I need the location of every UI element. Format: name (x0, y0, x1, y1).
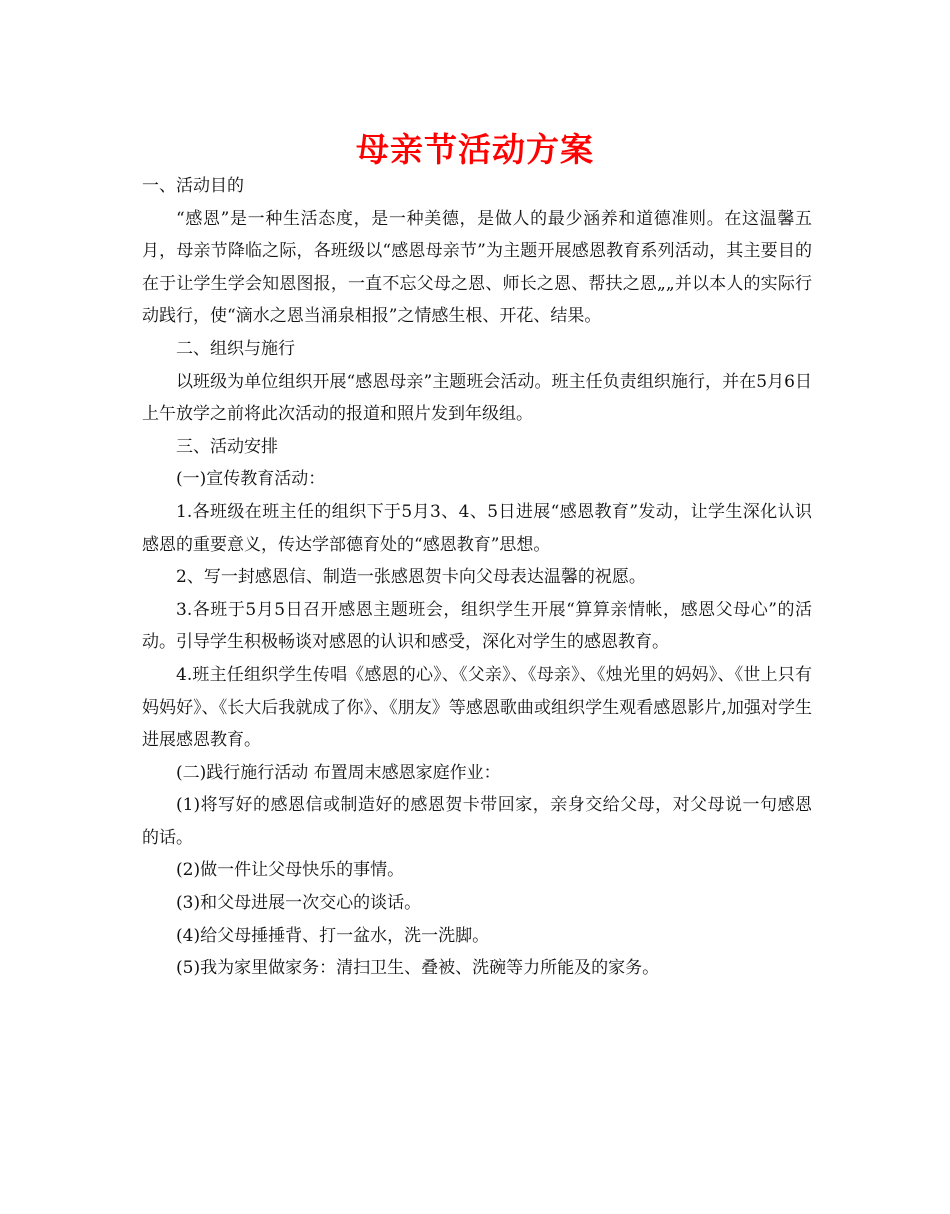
subheading-practice: (二)践行施行活动 布置周末感恩家庭作业： (176, 762, 501, 783)
document-title: 母亲节活动方案 (356, 130, 594, 169)
heading-activity-purpose: 一、活动目的 (142, 176, 244, 196)
list-item: (1)将写好的感恩信或制造好的感恩贺卡带回家，亲身交给父母，对父母说一句感恩的话。 (142, 795, 812, 848)
heading-arrangement: 三、活动安排 (176, 436, 278, 457)
document-body (142, 170, 812, 985)
list-item: 2、写一封感恩信、制造一张感恩贺卡向父母表达温馨的祝愿。 (176, 567, 646, 588)
heading-organization: 二、组织与施行 (176, 338, 295, 359)
list-item: (4)给父母捶捶背、打一盆水，洗一洗脚。 (176, 925, 490, 946)
paragraph-purpose: “感恩”是一种生活态度，是一种美德，是做人的最少涵养和道德准则。在这温馨五月，母亲节降临之际，各班级以“感恩母亲节”为主题开展感恩教育系列活动，其主要目的在于让学生学会知恩图报，一直不忘父母之恩、师长之恩、帮扶之恩„„并以本人的实际行动践行，使“滴水之恩当涌泉相报”之情感生根、开花、结果。 (142, 208, 812, 327)
list-item: (3)和父母进展一次交心的谈话。 (176, 893, 422, 914)
list-item: 1.各班级在班主任的组织下于5月3、4、5日进展“感恩教育”发动，让学生深化认识感恩的重要意义，传达学部德育处的“感恩教育”思想。 (142, 501, 812, 555)
list-item: (2)做一件让父母快乐的事情。 (176, 860, 405, 881)
subheading-publicity: (一)宣传教育活动： (176, 469, 326, 490)
list-item: 4.班主任组织学生传唱《感恩的心》、《父亲》、《母亲》、《烛光里的妈妈》、《世上只有妈妈好》、《长大后我就成了你》、《朋友》等感恩歌曲或组织学生观看感恩影片,加强对学生进展感恩教育。 (142, 664, 812, 751)
list-item: (5)我为家里做家务：清扫卫生、叠被、洗碗等力所能及的家务。 (176, 958, 660, 979)
paragraph-organization: 以班级为单位组织开展“感恩母亲”主题班会活动。班主任负责组织施行，并在5月6日上午放学之前将此次活动的报道和照片发到年级组。 (142, 371, 812, 425)
list-item: 3.各班于5月5日召开感恩主题班会，组织学生开展“算算亲情帐，感恩父母心”的活动。引导学生积极畅谈对感恩的认识和感受，深化对学生的感恩教育。 (142, 599, 812, 653)
